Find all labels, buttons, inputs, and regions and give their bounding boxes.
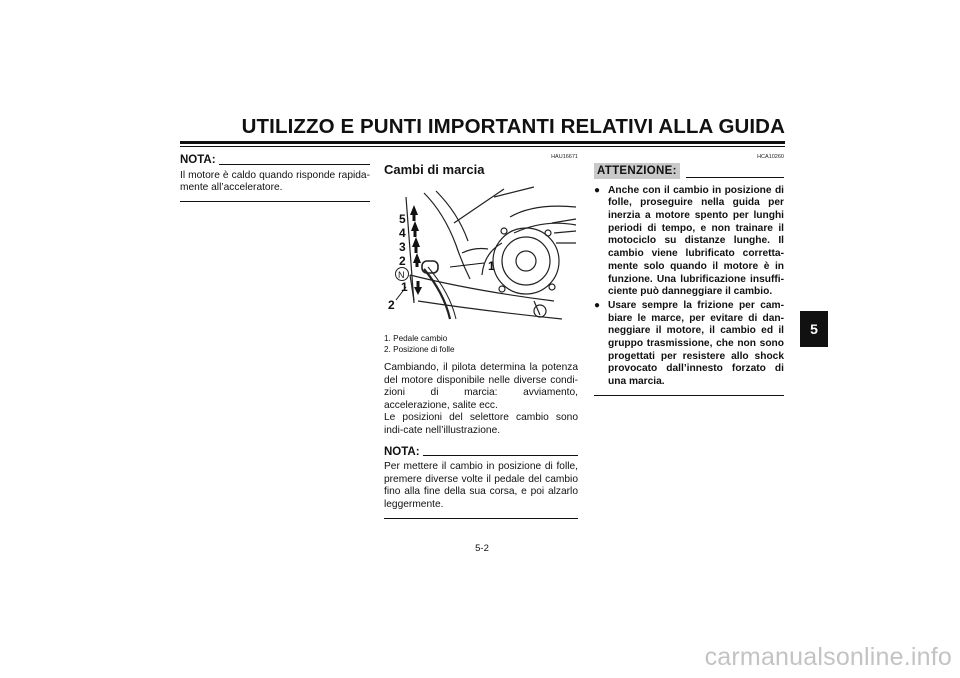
section-code: HCA10260 (757, 154, 784, 160)
gear-label-1: 1 (401, 280, 408, 294)
note-heading-rule (423, 455, 578, 456)
attention-label: ATTENZIONE: (594, 163, 680, 179)
attention-end-rule (594, 395, 784, 396)
gear-shift-drawing (384, 183, 578, 328)
column-right (594, 151, 784, 396)
note-end-rule (384, 518, 578, 519)
attention-heading-rule (686, 177, 784, 178)
note-heading (384, 446, 578, 459)
chapter-tab[interactable]: 5 (800, 311, 828, 347)
bullet-icon: ● (594, 299, 601, 311)
page-header-title: UTILIZZO E PUNTI IMPORTANTI RELATIVI ALLA GUIDA (241, 115, 785, 138)
attention-item-text: Anche con il cambio in posizione di folle, proseguire nella guida per inerzia a motore spento per lunghi periodi di tempo, e non trainare il motociclo su distanze lunghe. Il cambio viene lubrificato corretta-mente solo quando il motore è in funzione. Una lubrificazione insuffi-ciente può danneggiare il cambio. (608, 184, 784, 298)
attention-heading (594, 163, 784, 179)
page-number: 5-2 (475, 543, 489, 554)
legend-item: 2. Posizione di folle (384, 345, 455, 354)
note-heading-rule (219, 164, 370, 165)
note-label: NOTA: (180, 154, 216, 166)
figure-legend (384, 333, 578, 355)
attention-list (594, 185, 784, 389)
column-middle (384, 151, 578, 519)
note-text: Per mettere il cambio in posizione di folle, premere diverse volte il pedale del cambio fino alla fine della sua corsa, e poi alzarlo leggermente. (384, 461, 578, 510)
section-code: HAU16671 (551, 154, 578, 160)
legend-item: 1. Pedale cambio (384, 334, 448, 343)
list-item (594, 300, 784, 389)
gear-label-5: 5 (399, 212, 406, 226)
header-rule-thin (180, 146, 785, 147)
header-rule-thick (180, 141, 785, 144)
body-text-2: Le posizioni del selettore cambio sono indi-cate nell’illustrazione. (384, 412, 578, 436)
list-item (594, 185, 784, 299)
note-text: Il motore è caldo quando risponde rapida-mente all’acceleratore. (180, 169, 370, 194)
note-heading (180, 154, 370, 167)
gear-label-neutral: N (398, 270, 405, 280)
bullet-icon: ● (594, 184, 601, 196)
gear-label-4: 4 (399, 226, 406, 240)
column-left (180, 151, 370, 202)
gear-label-3: 3 (399, 240, 406, 254)
callout-neutral-position: 2 (388, 298, 395, 312)
body-text-1: Cambiando, il pilota determina la potenza del motore disponibile nelle diverse condi-zioni di marcia: avviamento, accelerazione, salite ecc. (384, 362, 578, 411)
note-end-rule (180, 201, 370, 202)
watermark: carmanualsonline.info (704, 643, 952, 671)
callout-shift-pedal: 1 (488, 259, 495, 273)
gear-shift-illustration (384, 183, 578, 328)
section-title: Cambi di marcia (384, 162, 485, 177)
note-label: NOTA: (384, 445, 420, 458)
body-paragraph (384, 362, 578, 438)
gear-label-2: 2 (399, 254, 406, 268)
attention-item-text: Usare sempre la frizione per cam-biare le marce, per evitare di dan-neggiare il motore, il cambio ed il gruppo trasmissione, che non sono progettati per resistere allo shock provocato dall’innesto forzato di una marcia. (608, 299, 784, 388)
